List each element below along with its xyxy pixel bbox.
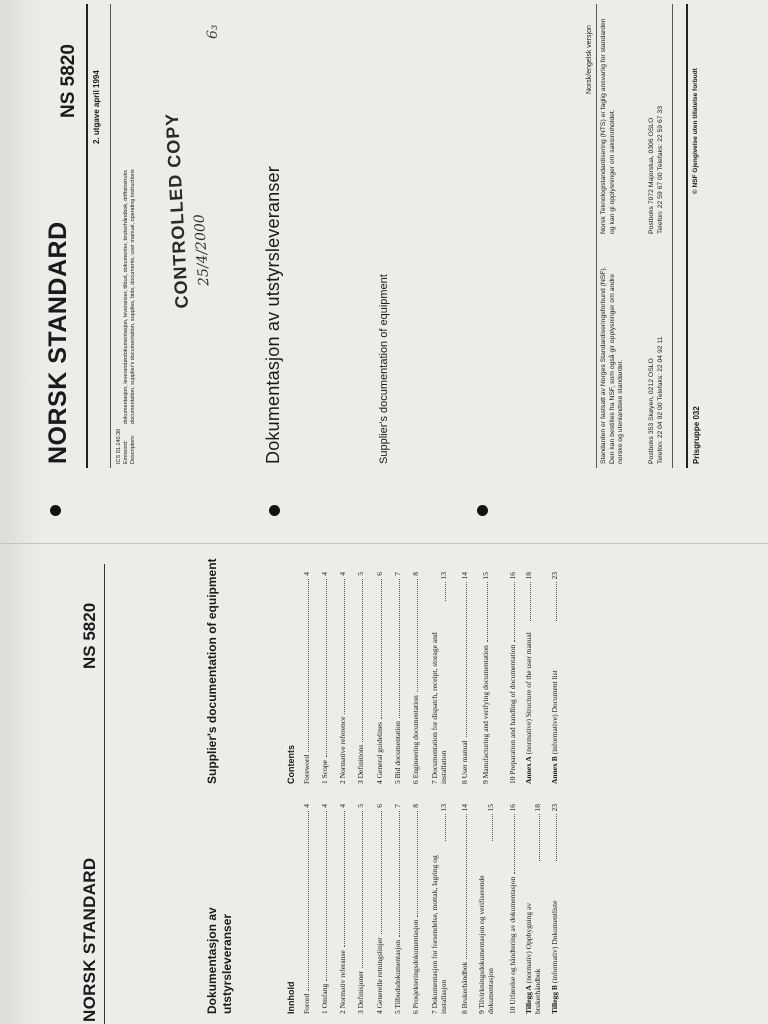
info-rule-bottom: [672, 4, 673, 468]
toc-item: 3 Definisjoner 5: [356, 804, 365, 1014]
toc-item: 5 Bid documentation 7: [393, 572, 402, 784]
header-rule-thin: [110, 4, 111, 468]
left-page-standard-label: NORSK STANDARD: [80, 857, 99, 1022]
nts-address: Postboks 7072 Majorstua, 0306 OSLO Telefon: 22 59 67 00 Telefaks: 22 59 67 33: [648, 106, 664, 234]
toc-item-annex: Tillegg A (normativ) Oppbygning av brukerhåndbok 18: [524, 804, 542, 1014]
left-page-title-en: Supplier's documentation of equipment: [205, 558, 219, 784]
copyright-notice: © NSF Gjengivelse uten tillatelse forbudt: [692, 68, 699, 194]
header-rule-thick: [86, 4, 88, 468]
toc-item: 9 Manufacturing and verifying documentation 15: [481, 572, 490, 784]
toc-item: 4 Generelle retningslinjer 6: [375, 804, 384, 1014]
toc-item: 8 User manual 14: [460, 572, 469, 784]
meta-keys: ICS 01.140.30 Emneord: Descriptors:: [116, 428, 136, 464]
toc-item: 7 Documentation for dispatch, receipt, storage and installation 13: [430, 572, 448, 784]
document-title-en: Supplier's documentation of equipment: [378, 274, 390, 464]
price-group: Prisgruppe 032: [692, 406, 701, 464]
language-version: Norsk/engelsk versjon: [586, 25, 593, 94]
toc-item: 10 Utførelse og håndtering av dokumentasjon 16: [508, 804, 517, 1014]
toc-heading-en: Contents: [286, 745, 296, 784]
meta-values: dokumentasjon, leverandørdokumentasjon, leveranser, tilbud, dokumenter, brukerhåndbok, driftsinstruks documentation, supplier's documentation, supplies, bids, documents, user manual, operating instructions: [123, 169, 136, 424]
toc-item: 1 Scope 4: [320, 572, 329, 784]
edition-label: 2. utgave april 1994: [92, 70, 101, 144]
nsf-info: Standarden er fastsatt av Norges Standardiseringsforbund (NSF). Den kan bestilles fra NSF, som også gir opplysninger om andre norske og utenlandske standarder.: [600, 266, 624, 464]
toc-item-annex: Tillegg B (informativ) Dokumentliste 23: [550, 804, 559, 1014]
right-page-standard-code: NS 5820: [58, 44, 79, 118]
toc-item: Forord 4: [302, 804, 311, 1014]
binder-hole-bullet: [477, 505, 488, 516]
toc-item: 8 Brukerhåndbok 14: [460, 804, 469, 1014]
binder-hole-bullet: [50, 505, 61, 516]
controlled-copy-stamp: CONTROLLED COPY: [161, 112, 192, 309]
nsf-address: Postboks 353 Skøyen, 0212 OSLO Telefon: 22 04 92 00 Telefaks: 22 04 92 11: [648, 336, 664, 464]
toc-item: 2 Normative reference 4: [338, 572, 347, 784]
document-title-no: Dokumentasjon av utstyrsleveranser: [263, 166, 283, 464]
toc-item: 1 Omfang 4: [320, 804, 329, 1014]
handwritten-mark: 6₃: [205, 24, 221, 39]
toc-item: Foreword 4: [302, 572, 311, 784]
binder-hole-bullet: [269, 505, 280, 516]
footer-rule-thick: [686, 4, 688, 468]
toc-item-annex: Annex B (informative) Document list 23: [550, 572, 559, 784]
toc-item: 6 Engineering documentation 8: [411, 572, 420, 784]
toc-item: 7 Dokumentasjon for forsendelse, mottak, lagring og installasjon 13: [430, 804, 448, 1014]
toc-item: 10 Preparation and handling of documentation 16: [508, 572, 517, 784]
stamp-handwritten-date: 25/4/2000: [191, 213, 213, 287]
toc-item: 6 Prosjekteringsdokumentasjon 8: [411, 804, 420, 1014]
left-page-header-rule: [104, 564, 105, 1024]
right-page-standard-label: NORSK STANDARD: [44, 221, 72, 464]
info-rule-top: [596, 4, 597, 468]
toc-item: 5 Tilbudsdokumentasjon 7: [393, 804, 402, 1014]
toc-item: 2 Normativ referanse 4: [338, 804, 347, 1014]
toc-item: 4 General guidelines 6: [375, 572, 384, 784]
toc-heading-no: Innhold: [286, 981, 296, 1014]
left-page-title-no: Dokumentasjon av utstyrsleveranser: [205, 907, 234, 1014]
toc-item-annex: Annex A (normative) Structure of the user manual 18: [524, 572, 533, 784]
toc-item: 3 Definitions 5: [356, 572, 365, 784]
nts-info: Norsk Teknologistandardisering (NTS) er faglig ansvarlig for standarden og kan gi opplysninger om saksinnholdet.: [600, 18, 616, 234]
toc-item: 9 Tilvirkningsdokumentasjon og verifiserende dokumentasjon 15: [477, 804, 495, 1014]
left-page-standard-code: NS 5820: [80, 602, 99, 669]
